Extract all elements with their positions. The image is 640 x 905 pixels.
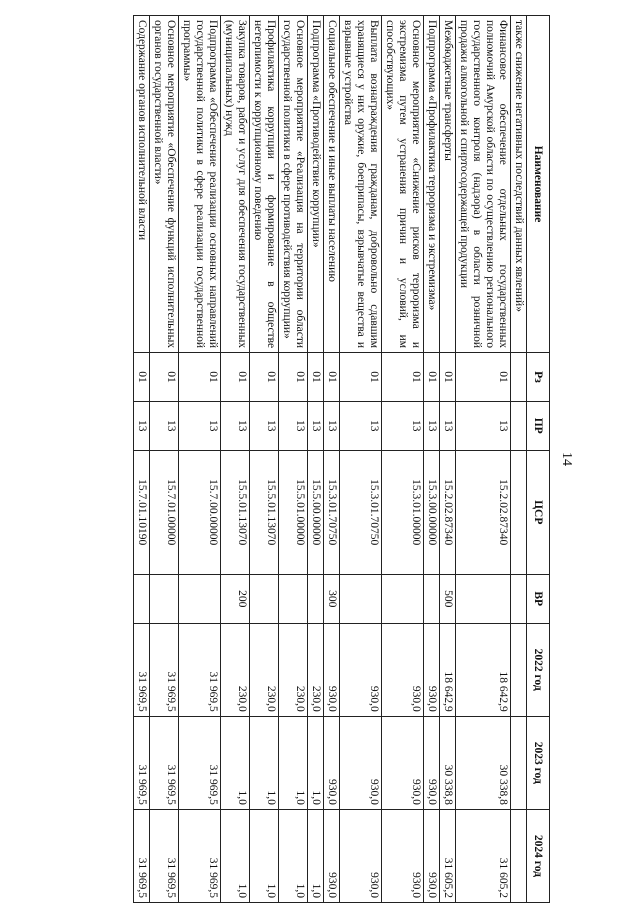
table-row	[424, 16, 440, 903]
row-value-2024: 930,0	[324, 809, 340, 902]
row-value-2024: 1,0	[279, 809, 308, 902]
row-value-2022	[511, 623, 527, 716]
row-name: Основное мероприятие «Обеспечение функций исполнительных органов государственной власти»	[150, 16, 179, 353]
row-rz: 01	[179, 353, 221, 402]
row-value-2023	[511, 716, 527, 809]
row-value-2022: 930,0	[382, 623, 424, 716]
row-value-2023: 930,0	[424, 716, 440, 809]
row-value-2023: 1,0	[279, 716, 308, 809]
row-csr: 15.3.00.00000	[424, 450, 440, 574]
row-csr: 15.7.01.10190	[134, 450, 150, 574]
row-pr: 13	[150, 401, 179, 450]
row-value-2023: 1,0	[221, 716, 250, 809]
row-name: Подпрограмма «Противодействие коррупции»	[308, 16, 324, 353]
row-value-2022: 230,0	[308, 623, 324, 716]
header-2023: 2023 год	[527, 716, 550, 809]
row-name: Профилактика коррупции и формирование в обществе нетерпимости к коррупционному поведению	[250, 16, 279, 353]
row-name: Выплата вознаграждения гражданам, добровольно сдавшим хранящиеся у них оружие, боеприпасы, взрывчатые вещества и взрывные устройства	[340, 16, 382, 353]
row-vr: 200	[221, 574, 250, 623]
row-pr: 13	[324, 401, 340, 450]
row-name: Основное мероприятие «Реализация на территории области государственной политики в сфере противодействия коррупции»	[279, 16, 308, 353]
row-rz: 01	[150, 353, 179, 402]
row-csr	[511, 450, 527, 574]
budget-table	[133, 15, 550, 903]
table-row	[440, 16, 456, 903]
row-pr: 13	[424, 401, 440, 450]
row-rz: 01	[424, 353, 440, 402]
row-vr: 500	[440, 574, 456, 623]
row-csr: 15.5.01.13070	[221, 450, 250, 574]
row-name: Содержание органов исполнительной власти	[134, 16, 150, 353]
row-value-2023: 31 969,5	[179, 716, 221, 809]
header-pr: ПР	[527, 401, 550, 450]
row-rz: 01	[440, 353, 456, 402]
row-value-2023: 30 338,8	[456, 716, 511, 809]
row-vr	[308, 574, 324, 623]
row-value-2023: 31 969,5	[150, 716, 179, 809]
row-value-2024: 930,0	[340, 809, 382, 902]
row-rz: 01	[308, 353, 324, 402]
row-csr: 15.5.01.13070	[250, 450, 279, 574]
row-pr: 13	[134, 401, 150, 450]
row-value-2022: 18 642,9	[440, 623, 456, 716]
header-2024: 2024 год	[527, 809, 550, 902]
row-value-2022: 31 969,5	[150, 623, 179, 716]
row-name: Закупка товаров, работ и услуг для обеспечения государственных (муниципальных) нужд	[221, 16, 250, 353]
table-row	[308, 16, 324, 903]
row-vr	[511, 574, 527, 623]
row-value-2022: 31 969,5	[179, 623, 221, 716]
row-csr: 15.7.00.00000	[179, 450, 221, 574]
row-pr: 13	[382, 401, 424, 450]
row-pr: 13	[456, 401, 511, 450]
header-csr: ЦСР	[527, 450, 550, 574]
header-vr: ВР	[527, 574, 550, 623]
table-row	[150, 16, 179, 903]
row-value-2023: 930,0	[340, 716, 382, 809]
row-pr: 13	[179, 401, 221, 450]
row-name: Межбюджетные трансферты	[440, 16, 456, 353]
rotated-document-page	[55, 15, 580, 903]
row-value-2022: 230,0	[279, 623, 308, 716]
row-pr: 13	[308, 401, 324, 450]
row-csr: 15.7.01.00000	[150, 450, 179, 574]
row-value-2023: 930,0	[324, 716, 340, 809]
row-csr: 15.3.01.00000	[382, 450, 424, 574]
row-pr: 13	[279, 401, 308, 450]
row-value-2023: 1,0	[250, 716, 279, 809]
row-value-2023: 930,0	[382, 716, 424, 809]
row-value-2024: 1,0	[221, 809, 250, 902]
row-pr: 13	[340, 401, 382, 450]
row-value-2023: 31 969,5	[134, 716, 150, 809]
row-rz: 01	[279, 353, 308, 402]
row-value-2022: 31 969,5	[134, 623, 150, 716]
row-rz: 01	[250, 353, 279, 402]
row-rz: 01	[324, 353, 340, 402]
row-value-2023: 30 338,8	[440, 716, 456, 809]
row-rz: 01	[221, 353, 250, 402]
row-value-2022: 930,0	[424, 623, 440, 716]
row-pr: 13	[221, 401, 250, 450]
table-row	[134, 16, 150, 903]
table-row	[250, 16, 279, 903]
row-value-2024: 31 605,2	[440, 809, 456, 902]
row-csr: 15.5.00.00000	[308, 450, 324, 574]
row-pr	[511, 401, 527, 450]
row-value-2022: 930,0	[324, 623, 340, 716]
row-value-2024	[511, 809, 527, 902]
row-pr: 13	[250, 401, 279, 450]
row-csr: 15.2.02.87340	[456, 450, 511, 574]
row-value-2024: 31 969,5	[150, 809, 179, 902]
row-vr	[250, 574, 279, 623]
table-row	[179, 16, 221, 903]
header-rz: Рз	[527, 353, 550, 402]
table-row	[221, 16, 250, 903]
row-vr	[134, 574, 150, 623]
row-name: также снижение негативных последствий данных явлений»	[511, 16, 527, 353]
row-value-2023: 1,0	[308, 716, 324, 809]
row-name: Подпрограмма «Профилактика терроризма и экстремизма»	[424, 16, 440, 353]
row-vr	[456, 574, 511, 623]
row-vr: 300	[324, 574, 340, 623]
row-value-2024: 1,0	[250, 809, 279, 902]
row-value-2024: 930,0	[424, 809, 440, 902]
row-value-2024: 31 969,5	[134, 809, 150, 902]
row-name: Основное мероприятие «Снижение рисков терроризма и экстремизма путем устранения причин и условий, им способствующих»	[382, 16, 424, 353]
header-2022: 2022 год	[527, 623, 550, 716]
row-value-2024: 31 605,2	[456, 809, 511, 902]
row-value-2022: 930,0	[340, 623, 382, 716]
table-body	[134, 16, 527, 903]
row-vr	[279, 574, 308, 623]
row-value-2022: 230,0	[250, 623, 279, 716]
row-vr	[179, 574, 221, 623]
row-rz: 01	[456, 353, 511, 402]
row-name: Социальное обеспечение и иные выплаты населению	[324, 16, 340, 353]
row-csr: 15.2.02.87340	[440, 450, 456, 574]
table-row	[279, 16, 308, 903]
row-value-2022: 18 642,9	[456, 623, 511, 716]
row-rz: 01	[382, 353, 424, 402]
row-value-2024: 31 969,5	[179, 809, 221, 902]
row-csr: 15.5.01.00000	[279, 450, 308, 574]
header-name: Наименование	[527, 16, 550, 353]
table-row	[340, 16, 382, 903]
row-value-2024: 1,0	[308, 809, 324, 902]
page-number: 14	[559, 452, 574, 466]
table-row	[382, 16, 424, 903]
row-rz: 01	[134, 353, 150, 402]
row-vr	[424, 574, 440, 623]
row-vr	[382, 574, 424, 623]
table-header-row	[527, 16, 550, 903]
table-row	[456, 16, 511, 903]
row-vr	[340, 574, 382, 623]
table-row	[511, 16, 527, 903]
row-rz: 01	[340, 353, 382, 402]
table-row	[324, 16, 340, 903]
row-pr: 13	[440, 401, 456, 450]
row-rz	[511, 353, 527, 402]
row-csr: 15.3.01.70750	[340, 450, 382, 574]
row-value-2024: 930,0	[382, 809, 424, 902]
row-csr: 15.3.01.70750	[324, 450, 340, 574]
row-vr	[150, 574, 179, 623]
row-name: Подпрограмма «Обеспечение реализации основных направлений государственной политики в сфере реализации государственной программы»	[179, 16, 221, 353]
row-value-2022: 230,0	[221, 623, 250, 716]
row-name: Финансовое обеспечение отдельных государственных полномочий Амурской области по осуществлению регионального государственного контроля (надзора) в области розничной продажи алкогольной и спиртосодержащей продукции	[456, 16, 511, 353]
